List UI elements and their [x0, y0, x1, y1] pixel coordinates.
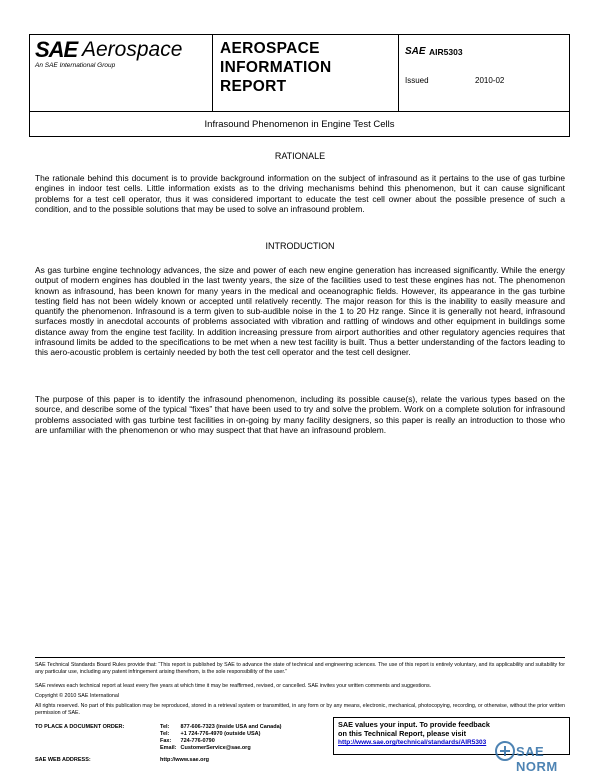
- document-type-title: [220, 39, 332, 96]
- introduction-heading: INTRODUCTION: [265, 241, 335, 251]
- footer-divider: [35, 657, 565, 658]
- contact-row: [160, 738, 286, 745]
- logo-cell: [30, 35, 213, 111]
- watermark-stamp: [492, 738, 582, 774]
- contact-row: [160, 724, 286, 731]
- issued-date: 2010-02: [475, 76, 505, 85]
- sae-logo: SAE: [35, 37, 78, 62]
- contact-list: [160, 724, 286, 752]
- contact-row: [160, 745, 286, 752]
- footer-rules: SAE Technical Standards Board Rules provide that: “This report is published by SAE to advance the state of technical and engineering sciences. The use of this report is entirely voluntary, and its applicability and suitability for any particular use, including any patent infringement arising therefrom, is the sole responsibility of the user.”: [35, 662, 565, 675]
- aerospace-logo-text: Aerospace: [82, 38, 183, 61]
- rationale-heading: RATIONALE: [274, 151, 326, 161]
- footer-review: SAE reviews each technical report at least every five years at which time it may be reaffirmed, revised, or cancelled. SAE invites your written comments and suggestions.: [35, 683, 432, 689]
- order-label: TO PLACE A DOCUMENT ORDER:: [35, 724, 125, 730]
- stamp-text: SAE NORM: [516, 744, 558, 774]
- document-id-cell: [398, 35, 572, 111]
- introduction-paragraph-1: As gas turbine engine technology advances, the size and power of each new engine generation has increased significantly. While the energy output of modern engines has doubled in the last twenty years, the size of the facilities used to test these engines has not. The phenomenon known as infrasound, has been known for many years in the medical and oceanographic fields. However, its appearance in the gas turbine testing field has not been widely known or accepted until relatively recently. The major reason for this is the inability to easily measure and quantify the phenomenon. Infrasound is a term given to sub-audible noise in the 1 to 20 Hz range. Since it is generally not heard, infrasound surfaces mostly in anecdotal accounts of problems associated with vibration and rattling of windows and other equipment in buildings some distance away from the engine test facility. In addition increasing pressure from airport authorities and other regulatory agencies requires that infrasound limits be added to the specifications to be met when a new test facility is built. Thus a better understanding of the factors leading to this aero-acoustic problem is certainly needed by both the test cell operator and the test cell designer.: [35, 265, 565, 358]
- document-header: [29, 34, 570, 112]
- contact-email[interactable]: CustomerService@sae.org: [180, 745, 251, 751]
- rationale-paragraph: The rationale behind this document is to provide background information on the subject of infrasound as it pertains to the use of gas turbine engines in indoor test cells. Little information exists as to the driving mechanisms behind this phenomenon, but it can cause significant problems for a test cell operator, thus it was considered important to educate the test cell owner about the possible presence of such a condition, and to the possible solutions that may be used to solve an infrasound problem.: [35, 173, 565, 214]
- stamp-emblem-icon: [494, 740, 516, 762]
- introduction-paragraph-2: The purpose of this paper is to identify the infrasound phenomenon, including its possible cause(s), relate the various types based on the source, and describe some of the typical “fixes” that have been used to try and solve the problem. Work on a complete solution for infrasound problems associated with gas turbine test facilities in on-going by many facility designers, so this paper is really an introduction to those who are unfamiliar with the phenomenon or who may suspect that that have an infrasound problem.: [35, 394, 565, 435]
- web-address-link[interactable]: http://www.sae.org: [160, 757, 209, 763]
- title-line: INFORMATION: [220, 59, 332, 76]
- contact-value: 877-606-7323 (inside USA and Canada): [180, 724, 282, 730]
- contact-row: [160, 731, 286, 738]
- footer-rights: All rights reserved. No part of this publication may be reproduced, stored in a retrieval system or transmitted, in any form or by any means, electronic, mechanical, photocopying, recording, or otherwise, without the prior written permission of SAE.: [35, 703, 565, 716]
- web-address-label: SAE WEB ADDRESS:: [35, 757, 91, 763]
- contact-label: Tel:: [160, 724, 170, 730]
- feedback-line: on this Technical Report, please visit: [338, 729, 466, 738]
- footer-copyright: Copyright © 2010 SAE International: [35, 693, 119, 699]
- title-line: AEROSPACE: [220, 40, 320, 57]
- contact-label: Email:: [160, 745, 177, 751]
- feedback-link[interactable]: http://www.sae.org/technical/standards/AIR5303: [338, 739, 487, 746]
- feedback-line: SAE values your input. To provide feedback: [338, 720, 490, 729]
- contact-value: 724-776-0790: [180, 738, 215, 744]
- logo-tagline: An SAE International Group: [35, 62, 116, 69]
- issued-label: Issued: [405, 76, 429, 85]
- title-line: REPORT: [220, 78, 287, 95]
- contact-value: +1 724-776-4970 (outside USA): [180, 731, 261, 737]
- contact-label: Fax:: [160, 738, 172, 744]
- contact-label: Tel:: [160, 731, 170, 737]
- document-subtitle: Infrasound Phenomenon in Engine Test Cells: [29, 112, 570, 137]
- document-number: AIR5303: [429, 47, 463, 57]
- sae-small-logo: SAE: [405, 46, 426, 57]
